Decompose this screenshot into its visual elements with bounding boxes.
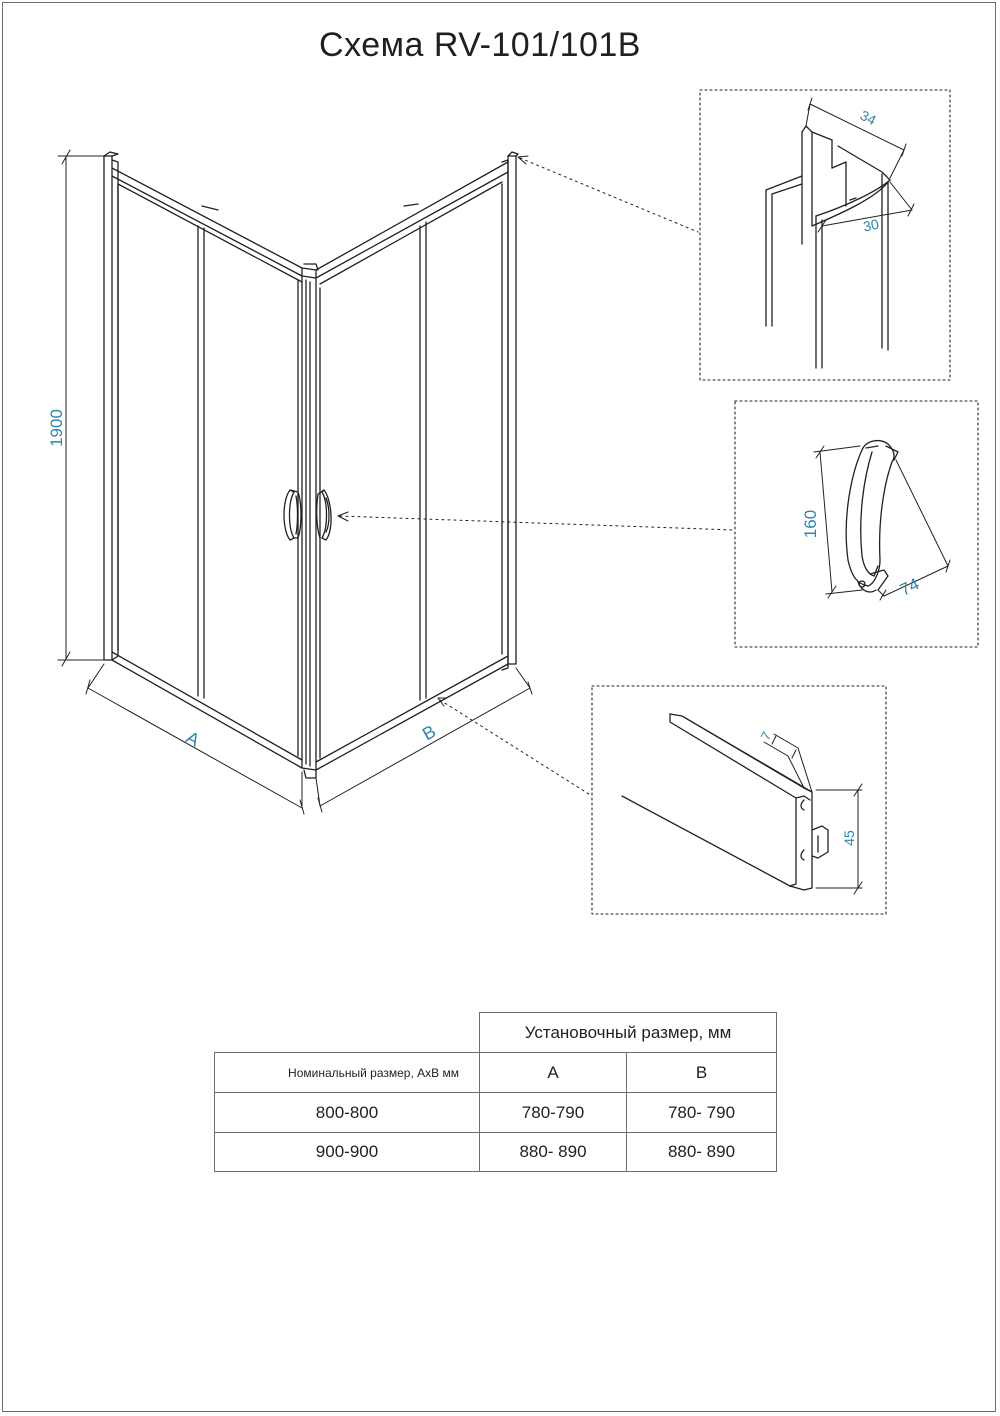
detail-rail-dims xyxy=(764,734,862,894)
leader-lines xyxy=(340,158,734,796)
table-row-2-nominal: 900-900 xyxy=(315,1142,379,1161)
table-col-a: A xyxy=(547,1062,559,1082)
table-row-1-a: 780-790 xyxy=(521,1102,585,1122)
detail-rail xyxy=(622,714,828,890)
dim-side-b: B xyxy=(418,721,440,745)
table-row-2-b: 880- 890 xyxy=(667,1142,736,1161)
enclosure-corner-post xyxy=(302,264,318,778)
enclosure-handle-right xyxy=(317,490,331,540)
dim-rail-height: 45 xyxy=(841,830,857,846)
enclosure-left-wall xyxy=(104,152,302,768)
table-row-1-b: 780- 790 xyxy=(667,1102,736,1122)
table-col-b: B xyxy=(695,1062,708,1082)
page-title: Схема RV-101/101B xyxy=(319,26,641,64)
dim-handle-depth: 74 xyxy=(896,574,923,600)
table-row-header: Номинальный размер, АхВ мм xyxy=(288,1065,459,1080)
dim-rail-thickness: 7 xyxy=(757,729,775,743)
dimension-lines xyxy=(58,150,532,814)
detail-corner-profile xyxy=(766,126,890,368)
enclosure-right-wall xyxy=(316,152,518,770)
detail-handle-dims xyxy=(814,446,950,600)
detail-frames xyxy=(592,90,978,914)
dim-height: 1900 xyxy=(47,409,66,447)
detail-handle xyxy=(846,441,898,592)
dim-handle-height: 160 xyxy=(801,509,820,539)
table-row-1-nominal: 800-800 xyxy=(315,1102,379,1122)
leader-arrows xyxy=(338,156,528,706)
dim-side-a: A xyxy=(182,727,204,751)
table-group-header: Установочный размер, мм xyxy=(524,1022,732,1042)
table-row-2-a: 880- 890 xyxy=(519,1142,587,1161)
dim-profile-depth: 34 xyxy=(857,106,879,129)
dim-profile-width: 30 xyxy=(861,215,881,235)
